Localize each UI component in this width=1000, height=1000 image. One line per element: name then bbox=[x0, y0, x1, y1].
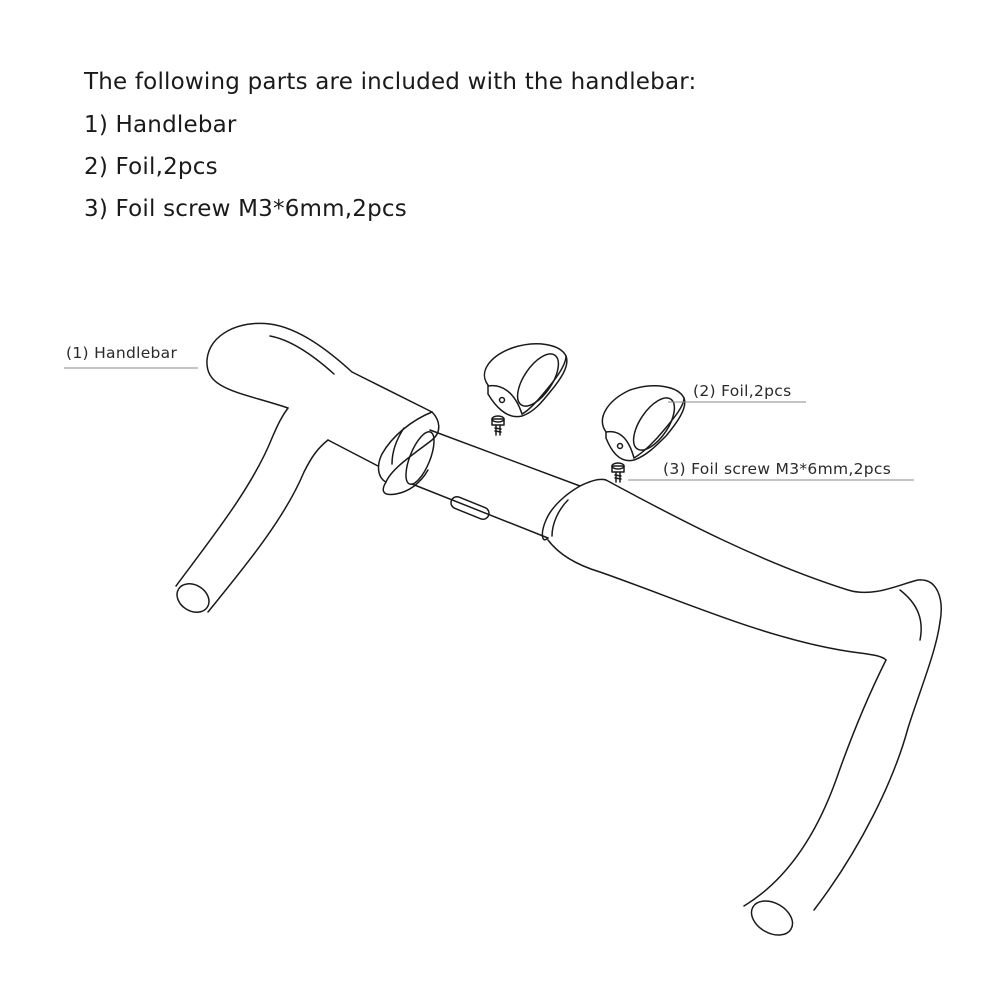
part-item-handlebar: 1) Handlebar bbox=[84, 112, 237, 138]
center-clamp-slot bbox=[449, 495, 491, 521]
callout-handlebar: (1) Handlebar bbox=[66, 344, 178, 362]
callout-foil-screw: (3) Foil screw M3*6mm,2pcs bbox=[663, 460, 892, 478]
foil-screw-right bbox=[612, 463, 624, 482]
intro-text: The following parts are included with the handlebar: bbox=[84, 69, 697, 95]
foil-screw-left bbox=[492, 416, 504, 435]
handlebar-left-section bbox=[172, 323, 439, 618]
foil-screw-hole-right bbox=[618, 444, 623, 449]
part-item-foil-screw: 3) Foil screw M3*6mm,2pcs bbox=[84, 196, 407, 222]
callout-foil: (2) Foil,2pcs bbox=[693, 382, 792, 400]
part-item-foil: 2) Foil,2pcs bbox=[84, 154, 218, 180]
right-drop-end-cap bbox=[745, 894, 798, 942]
handlebar-center-clamp bbox=[400, 428, 580, 538]
foil-ring-left bbox=[484, 344, 566, 417]
right-clamp-end-face bbox=[542, 486, 580, 540]
foil-screw-hole-left bbox=[500, 398, 505, 403]
foil-ring-right bbox=[602, 386, 684, 461]
handlebar-right-section bbox=[542, 479, 941, 942]
